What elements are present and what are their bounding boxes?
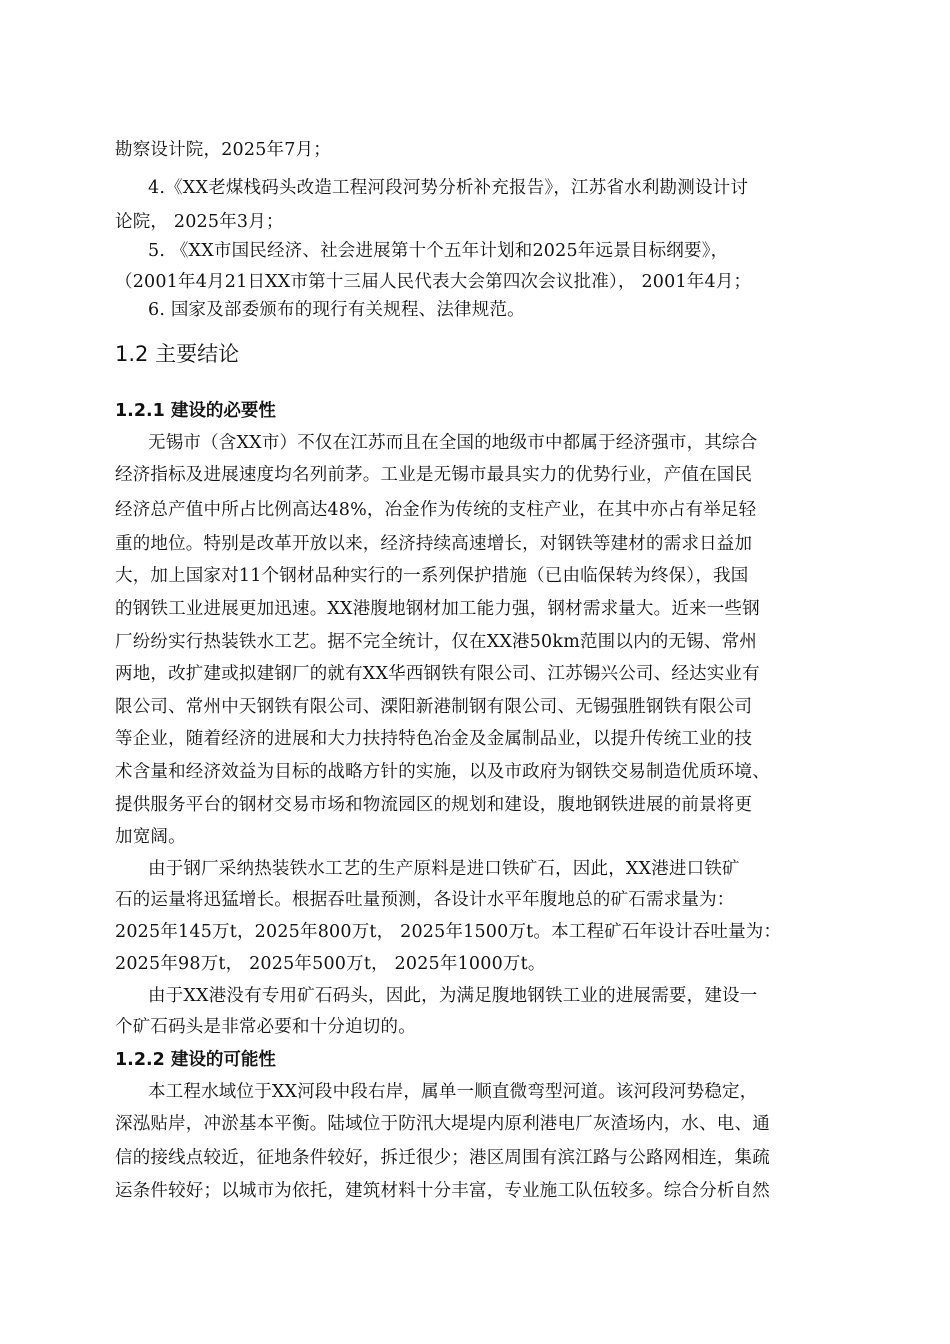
paragraph-line: 个矿石码头是非常必要和十分迫切的。	[115, 1017, 416, 1037]
reference-line: 论院， 2025年3月；	[115, 212, 284, 232]
paragraph-line: 两地，改扩建或拟建钢厂的就有XX华西钢铁有限公司、江苏锡兴公司、经达实业有	[115, 664, 760, 684]
reference-line: 6. 国家及部委颁布的现行有关规程、法律规范。	[148, 300, 525, 320]
paragraph-line: 石的运量将迅猛增长。根据吞吐量预测，各设计水平年腹地总的矿石需求量为：	[115, 890, 735, 910]
paragraph-line: 由于钢厂采纳热装铁水工艺的生产原料是进口铁矿石，因此，XX港进口铁矿	[148, 859, 740, 879]
paragraph-line: 深泓贴岸，冲淤基本平衡。陆域位于防汛大堤堤内原利港电厂灰渣场内，水、电、通	[115, 1114, 770, 1134]
paragraph-line: 大，加上国家对11个钢材品种实行的一系列保护措施（已由临保转为终保），我国	[115, 566, 749, 586]
paragraph-line: 提供服务平台的钢材交易市场和物流园区的规划和建设，腹地钢铁进展的前景将更	[115, 795, 753, 815]
paragraph-line: 运条件较好；以城市为依托，建筑材料十分丰富，专业施工队伍较多。综合分析自然	[115, 1181, 770, 1201]
paragraph-line: 经济总产值中所占比例高达48%，冶金作为传统的支柱产业，在其中亦占有举足轻	[115, 500, 757, 520]
paragraph-line: 限公司、常州中天钢铁有限公司、溧阳新港制钢有限公司、无锡强胜钢铁有限公司	[115, 697, 753, 717]
paragraph-line: 术含量和经济效益为目标的战略方针的实施，以及市政府为钢铁交易制造优质环境、	[115, 762, 770, 782]
paragraph-line: 经济指标及进展速度均名列前茅。工业是无锡市最具实力的优势行业，产值在国民	[115, 465, 753, 485]
paragraph-line: 由于XX港没有专用矿石码头，因此，为满足腹地钢铁工业的进展需要，建设一	[148, 986, 758, 1006]
paragraph-line: 厂纷纷实行热装铁水工艺。据不完全统计，仅在XX港50km范围以内的无锡、常州	[115, 632, 757, 652]
paragraph-line: 重的地位。特别是改革开放以来，经济持续高速增长，对钢铁等建材的需求日益加	[115, 534, 753, 554]
reference-line: （2001年4月21日XX市第十三届人民代表大会第四次会议批准）， 2001年4月；	[115, 272, 752, 292]
section-heading: 1.2 主要结论	[115, 342, 240, 366]
paragraph-line: 本工程水域位于XX河段中段右岸，属单一顺直微弯型河道。该河段河势稳定，	[148, 1082, 758, 1102]
paragraph-line: 信的接线点较近，征地条件较好，拆迁很少；港区周围有滨江路与公路网相连，集疏	[115, 1148, 770, 1168]
paragraph-line: 的钢铁工业进展更加迅速。XX港腹地钢材加工能力强，钢材需求量大。近来一些钢	[115, 599, 760, 619]
paragraph-line: 2025年145万t，2025年800万t， 2025年1500万t。本工程矿石年设计吞吐量为：	[115, 922, 782, 942]
paragraph-line: 等企业，随着经济的进展和大力扶持特色冶金及金属制品业，以提升传统工业的技	[115, 729, 753, 749]
reference-line: 5. 《XX市国民经济、社会进展第十个五年计划和2025年远景目标纲要》，	[148, 241, 729, 261]
reference-line: 4.《XX老煤栈码头改造工程河段河势分析补充报告》，江苏省水利勘测设计讨	[148, 178, 749, 198]
subsection-heading: 1.2.2 建设的可能性	[115, 1050, 276, 1070]
reference-line: 勘察设计院，2025年7月；	[115, 140, 331, 160]
paragraph-line: 加宽阔。	[115, 827, 186, 847]
subsection-heading: 1.2.1 建设的必要性	[115, 401, 276, 421]
paragraph-line: 2025年98万t， 2025年500万t， 2025年1000万t。	[115, 954, 546, 974]
paragraph-line: 无锡市（含XX市）不仅在江苏而且在全国的地级市中都属于经济强市，其综合	[148, 433, 758, 453]
